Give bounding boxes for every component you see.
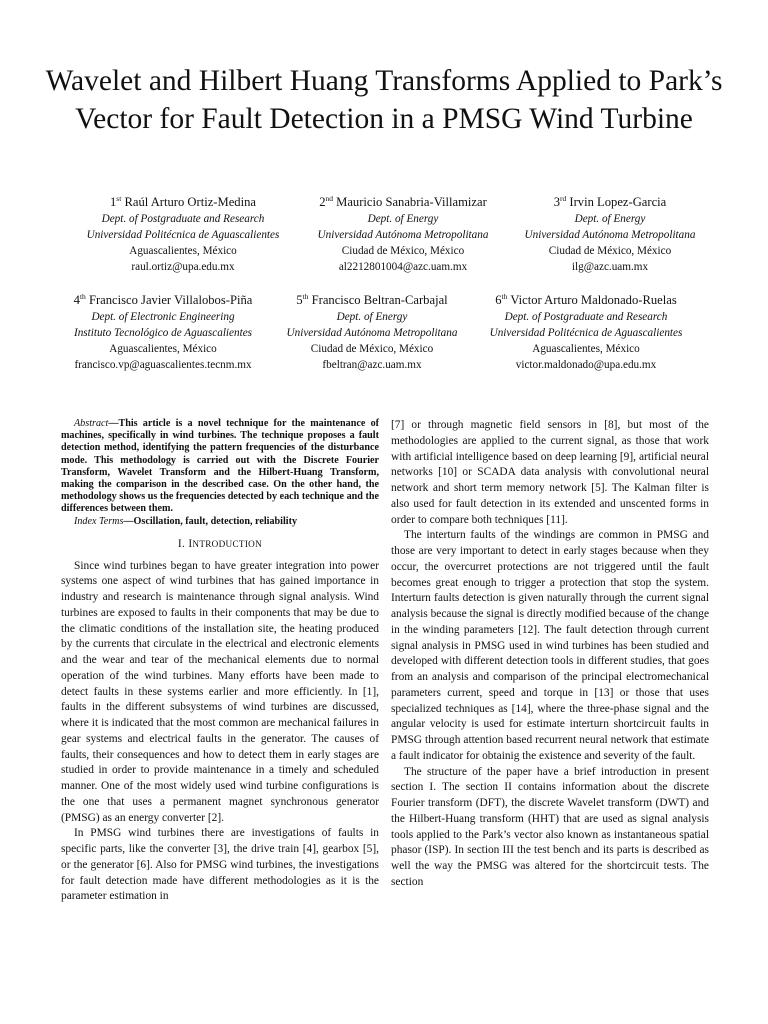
author-dept: Dept. of Energy xyxy=(574,213,646,225)
author-university: Universidad Politécnica de Aguascalientes xyxy=(86,229,280,241)
author-dept: Dept. of Postgraduate and Research xyxy=(504,311,668,323)
right-column xyxy=(391,418,709,891)
author-email: ilg@azc.uam.mx xyxy=(571,261,649,273)
author-city: Ciudad de México, México xyxy=(548,245,672,257)
author-block xyxy=(48,288,278,373)
paragraph: The interturn faults of the windings are common in PMSG and those are very important to detect in early stages because when they occur, the overcurret protections are not triggered until the fault becomes great enough to trigger a protection that stop the system. Interturn faults detection is given naturally through the current signal analysis because the signal is directly modified because of the change in the winding parameters [12]. The fault detection through current signal analysis in PMSG used in wind turbines has been studied and developed with different detection tools in different studies, that goes from an analysis and comparison of the principal electromechanical parameters current, speed and torque in [13] or those that uses specialized techniques as [14], where the three-phase signal and the angular velocity is used for estimate interturn shortcircuit faults in PMSG through attention based recurrent neural network that estimate a fault indicator for obtainig the existence and severity of the fault. xyxy=(391,529,709,762)
author-city: Aguascalientes, México xyxy=(109,343,217,355)
author-block xyxy=(288,190,518,275)
author-dept: Dept. of Electronic Engineering xyxy=(91,311,235,323)
paragraph: The structure of the paper have a brief introduction in present section I. The section II contains information about the discrete Fourier transform (DFT), the discrete Wavelet transform (DWT) and the Hilbert-Huang transform (HHT) that are used as signal analysis tools applied to the Park’s vector also known as instantaneous spatial phasor (ISP). In section III the test bench and its parts is described as well the way the PMSG was altered for the shortcircuit tests. The section xyxy=(391,765,709,888)
author-email: raul.ortiz@upa.edu.mx xyxy=(131,261,235,273)
author-name: 2nd Mauricio Sanabria-Villamizar xyxy=(319,194,487,209)
author-city: Ciudad de México, México xyxy=(341,245,465,257)
author-block xyxy=(68,190,298,275)
author-email: fbeltran@azc.uam.mx xyxy=(322,359,422,371)
author-email: francisco.vp@aguascalientes.tecnm.mx xyxy=(74,359,252,371)
author-name: 3rd Irvin Lopez-Garcia xyxy=(553,194,667,209)
author-dept: Dept. of Energy xyxy=(336,311,408,323)
paper-title: Wavelet and Hilbert Huang Transforms Applied to Park’s Vector for Fault Detection in a PMSG Wind Turbine xyxy=(45,65,723,135)
author-name: 4th Francisco Javier Villalobos-Piña xyxy=(73,292,253,307)
author-dept: Dept. of Energy xyxy=(367,213,439,225)
index-terms: Index Terms—Oscillation, fault, detection, reliability xyxy=(74,515,298,527)
author-email: al2212801004@azc.uam.mx xyxy=(338,261,468,273)
author-city: Aguascalientes, México xyxy=(129,245,237,257)
paragraph: In PMSG wind turbines there are investigations of faults in specific parts, like the converter [3], the drive train [4], gearbox [5], or the generator [6]. Also for PMSG wind turbines, the investigations for fault detection made have different methodologies as it is the parameter estimation in xyxy=(61,827,379,903)
abstract-text: This article is a novel technique for the maintenance of machines, specifically in wind turbines. The technique proposes a fault detection method, identifying the pattern frequencies of the disturbance mode. This methodology is carried out with the Discrete Fourier Transform, Wavelet Transform and the Hilbert-Huang Transform, making the comparison in the described case. On the other hand, the methodology shows us the frequencies detected by each technique and the differences between them. xyxy=(61,418,379,515)
author-name: 6th Victor Arturo Maldonado-Ruelas xyxy=(495,292,677,307)
index-terms-label: Index Terms xyxy=(74,515,124,527)
author-university: Universidad Politécnica de Aguascalientes xyxy=(489,327,683,339)
paragraph: [7] or through magnetic field sensors in [8], but most of the methodologies are applied to the current signal, as those that work with artificial intelligence based on deep learning [9], artificial neural networks [10] or SCADA data analysis with convolutional neural network and short term memory network [5]. The Kalman filter is also used for fault detection in its extended and unscented forms in order to compare both techniques [11]. xyxy=(391,419,709,526)
author-university: Universidad Autónoma Metropolitana xyxy=(286,327,458,339)
author-block xyxy=(257,288,487,373)
author-city: Ciudad de México, México xyxy=(310,343,434,355)
author-city: Aguascalientes, México xyxy=(532,343,640,355)
author-block xyxy=(471,288,701,373)
author-university: Universidad Autónoma Metropolitana xyxy=(524,229,696,241)
author-email: victor.maldonado@upa.edu.mx xyxy=(515,359,657,371)
abstract-label: Abstract xyxy=(74,418,109,429)
paragraph: Since wind turbines began to have greater integration into power systems one aspect of wind turbines that has gained importance in industry and research is maintenance through signal analysis. Wind turbines are exposed to faults in their components that may be due to the climatic conditions of the installation site, the heating produced by the currents that circulate in the electrical and electronic elements and the wear and tear of the mechanical elements due to normal operation of the wind turbines. Many efforts have been made to detect faults in these systems earlier and more efficiently. In [1], faults in the different subsystems of wind turbines are discussed, where it is indicated that the most common are mechanical failures in gear systems and electrical faults in the generator. The causes of faults, their consequences and how to detect them in early stages are studied in order to provide maintenance in a timely and scheduled manner. One of the most widely used wind turbine configurations is the one that uses a permanent magnet synchronous generator (PMSG) as an energy converter [2]. xyxy=(61,559,379,824)
abstract: Abstract—This article is a novel technique for the maintenance of machines, specifically in wind turbines. The technique proposes a fault detection method, identifying the pattern frequencies of the disturbance mode. This methodology is carried out with the Discrete Fourier Transform, Wavelet Transform and the Hilbert-Huang Transform, making the comparison in the described case. On the other hand, the methodology shows us the frequencies detected by each technique and the differences between them. xyxy=(61,418,379,515)
author-block xyxy=(495,190,725,275)
author-university: Instituto Tecnológico de Aguascalientes xyxy=(73,327,253,339)
section-heading: I. INTRODUCTION xyxy=(177,537,263,550)
author-university: Universidad Autónoma Metropolitana xyxy=(317,229,489,241)
author-name: 5th Francisco Beltran-Carbajal xyxy=(296,292,448,307)
index-terms-text: Oscillation, fault, detection, reliability xyxy=(133,515,298,527)
author-dept: Dept. of Postgraduate and Research xyxy=(101,213,265,225)
left-column xyxy=(61,418,379,905)
author-name: 1st Raúl Arturo Ortiz-Medina xyxy=(110,194,256,209)
